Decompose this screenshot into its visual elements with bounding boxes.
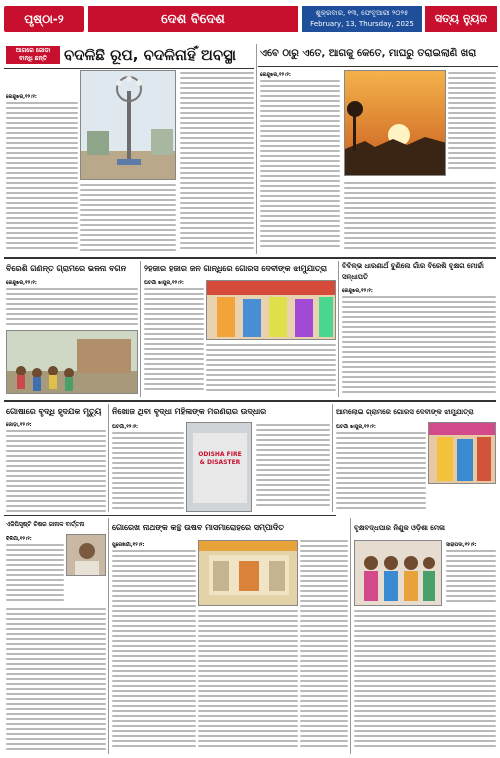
story-body-text [112,550,196,754]
story-body-text [446,550,496,606]
story-photo [6,330,138,394]
story-body-text [6,544,64,604]
masthead [0,0,500,40]
story-body-text [342,296,496,396]
story-headline: ବିରେଶି ଗଣନ୍ତ ଗ୍ରାମରେ ଭଳନା ବଗନ [6,264,127,273]
story-body-text [256,424,330,512]
story-body-text [112,432,184,512]
date-box [302,6,422,32]
story-headline: ଗୋଷାରେ ବୃଦ୍ଧି ହୃଦଯକ ମୃତ୍ୟୁ [6,407,102,416]
date-english: February, 13, Thursday, 2025 [310,20,414,28]
photo-banner-text: ODISHA FIRE & DISASTER [198,451,242,466]
story-photo [206,280,336,340]
date-odia: ଶୁକ୍ରବାର, ୧୩, ଫେବୃଆରୀ ୨୦୨୫ [315,9,409,17]
story-dateline: ଘଟଗାଁ ଝାପୁର,୧୨।୨: [336,424,376,430]
story-body-text [354,610,496,754]
story-body-text [260,80,340,254]
story-headline: ବଦଳିଛି ରୂପ, ବଦଳିନାହିଁ ଅବସ୍ଥା [64,46,237,64]
story-body-text [6,102,78,252]
story-photo [66,534,106,576]
story-body-text [144,288,204,396]
fire-service-photo [187,423,252,512]
story-headline: ଏଜିପିସୃଷ୍ଟି ଚିଷର ଜାନାଳ ବାର୍ତ୍ତନା [6,521,85,528]
story-photo [186,422,252,512]
story-dateline: କେନ୍ଦୁଝର,୧୨।୨: [260,72,291,78]
sunset-photo [345,71,446,176]
story-body-text [80,184,176,254]
story-headline: ଏବେ ଠାରୁ ଏତେ, ଆଗକୁ କେତେ, ମାଘରୁ ତରାଇଲାଣି ଖରା [260,48,477,59]
story-headline: ଗୋରେଖ ନାଥଙ୍କ କନ୍ଥ ଉଷବ ମାସମାରୋହରେ ସମ୍ପାଦିତ [112,523,285,532]
story-body-text [6,430,106,514]
story-body-text [336,432,426,512]
story-dateline: କେନ୍ଦୁଝର,୧୨।୨: [6,280,37,286]
story-dateline: ଘଟଗାଁ ଝାପୁର,୧୨।୨: [144,280,184,286]
story-photo [198,540,298,606]
story-body-text [448,72,496,176]
street-light-photo [81,71,176,180]
story-body-text [6,288,138,328]
story-photo [428,422,496,484]
section-title: ଦେଶ ବିଦେଶ [88,6,298,32]
story-photo [80,70,176,180]
story-dateline: ସାରାପଦା,୧୨।୨: [446,542,477,548]
story-headline: ଆମଲୋଇ ଗ୍ରାମରେ ଗୋରସ ଦେବୀଙ୍କ ଝାମୁଯାତ୍ରା [336,408,474,416]
story-body-text [198,610,298,754]
portrait-photo [67,535,106,576]
story-headline: ନିଖୋଜ ଥିବା ବୃଦ୍ଧା ମହିଳାଙ୍କ ମରଣରାର ଉଦ୍ଧାର [112,407,267,416]
festival-photo [429,423,496,484]
story-dateline: କେନ୍ଦୁଝର,୧୨।୨: [6,94,37,100]
story-dateline: ଜୋଡ଼ା,୧୨।୨: [6,422,32,428]
story-dateline: ଘଟଗାଁ,୧୨।୨: [112,424,139,430]
story-headline: ବୃକ୍ଷବଦ୍ଧପାର ନିଣୁକ ଓଡ଼ିଶା ମେଳା [354,524,445,532]
story-dateline: ପୁରେଖଗାଁ,୧୨।୨: [112,542,145,548]
story-body-text [6,608,106,754]
story-headline: ୨ହଜାର ହଜାର ଜନ ଗାନ୍ଧିରେ ଗୋରସ ଦେବୀଙ୍କ ଝାମୁଯାତ୍ରା [144,264,327,273]
story-body-text [344,182,496,254]
story-headline: ବିବିଳ୍ଭ ଧାରଣାର୍ଥ ବୁଣିଲେ ଗାଁର ବିରେଶି ବୃକ୍ଷଗ ମୋର୍ଚ୍ଚା ସନ୍ଧାପତି [342,262,484,281]
story-body-text [180,72,254,254]
story-photo [354,540,442,606]
procession-photo [207,281,336,340]
fair-group-photo [355,541,442,606]
brand-logo: ସତ୍ୟ ନ୍ୟୁଜ [425,6,497,32]
story-photo [344,70,446,176]
temple-ceremony-photo [199,541,298,606]
story-dateline: ବିଳିଗାଁ,୧୨।୨: [6,536,32,542]
story-body-text [300,540,348,754]
story-dateline: କେନ୍ଦୁଝର,୧୨।୨: [342,288,373,294]
page-number-label: ପୃଷ୍ଠା-୨ [4,6,84,32]
story-kicker-badge: ଆଗରେ ଜୋଡା ବାନ୍ଧି ଛନ୍ତି [6,46,60,64]
village-gathering-photo [7,331,138,394]
story-body-text [206,344,336,396]
